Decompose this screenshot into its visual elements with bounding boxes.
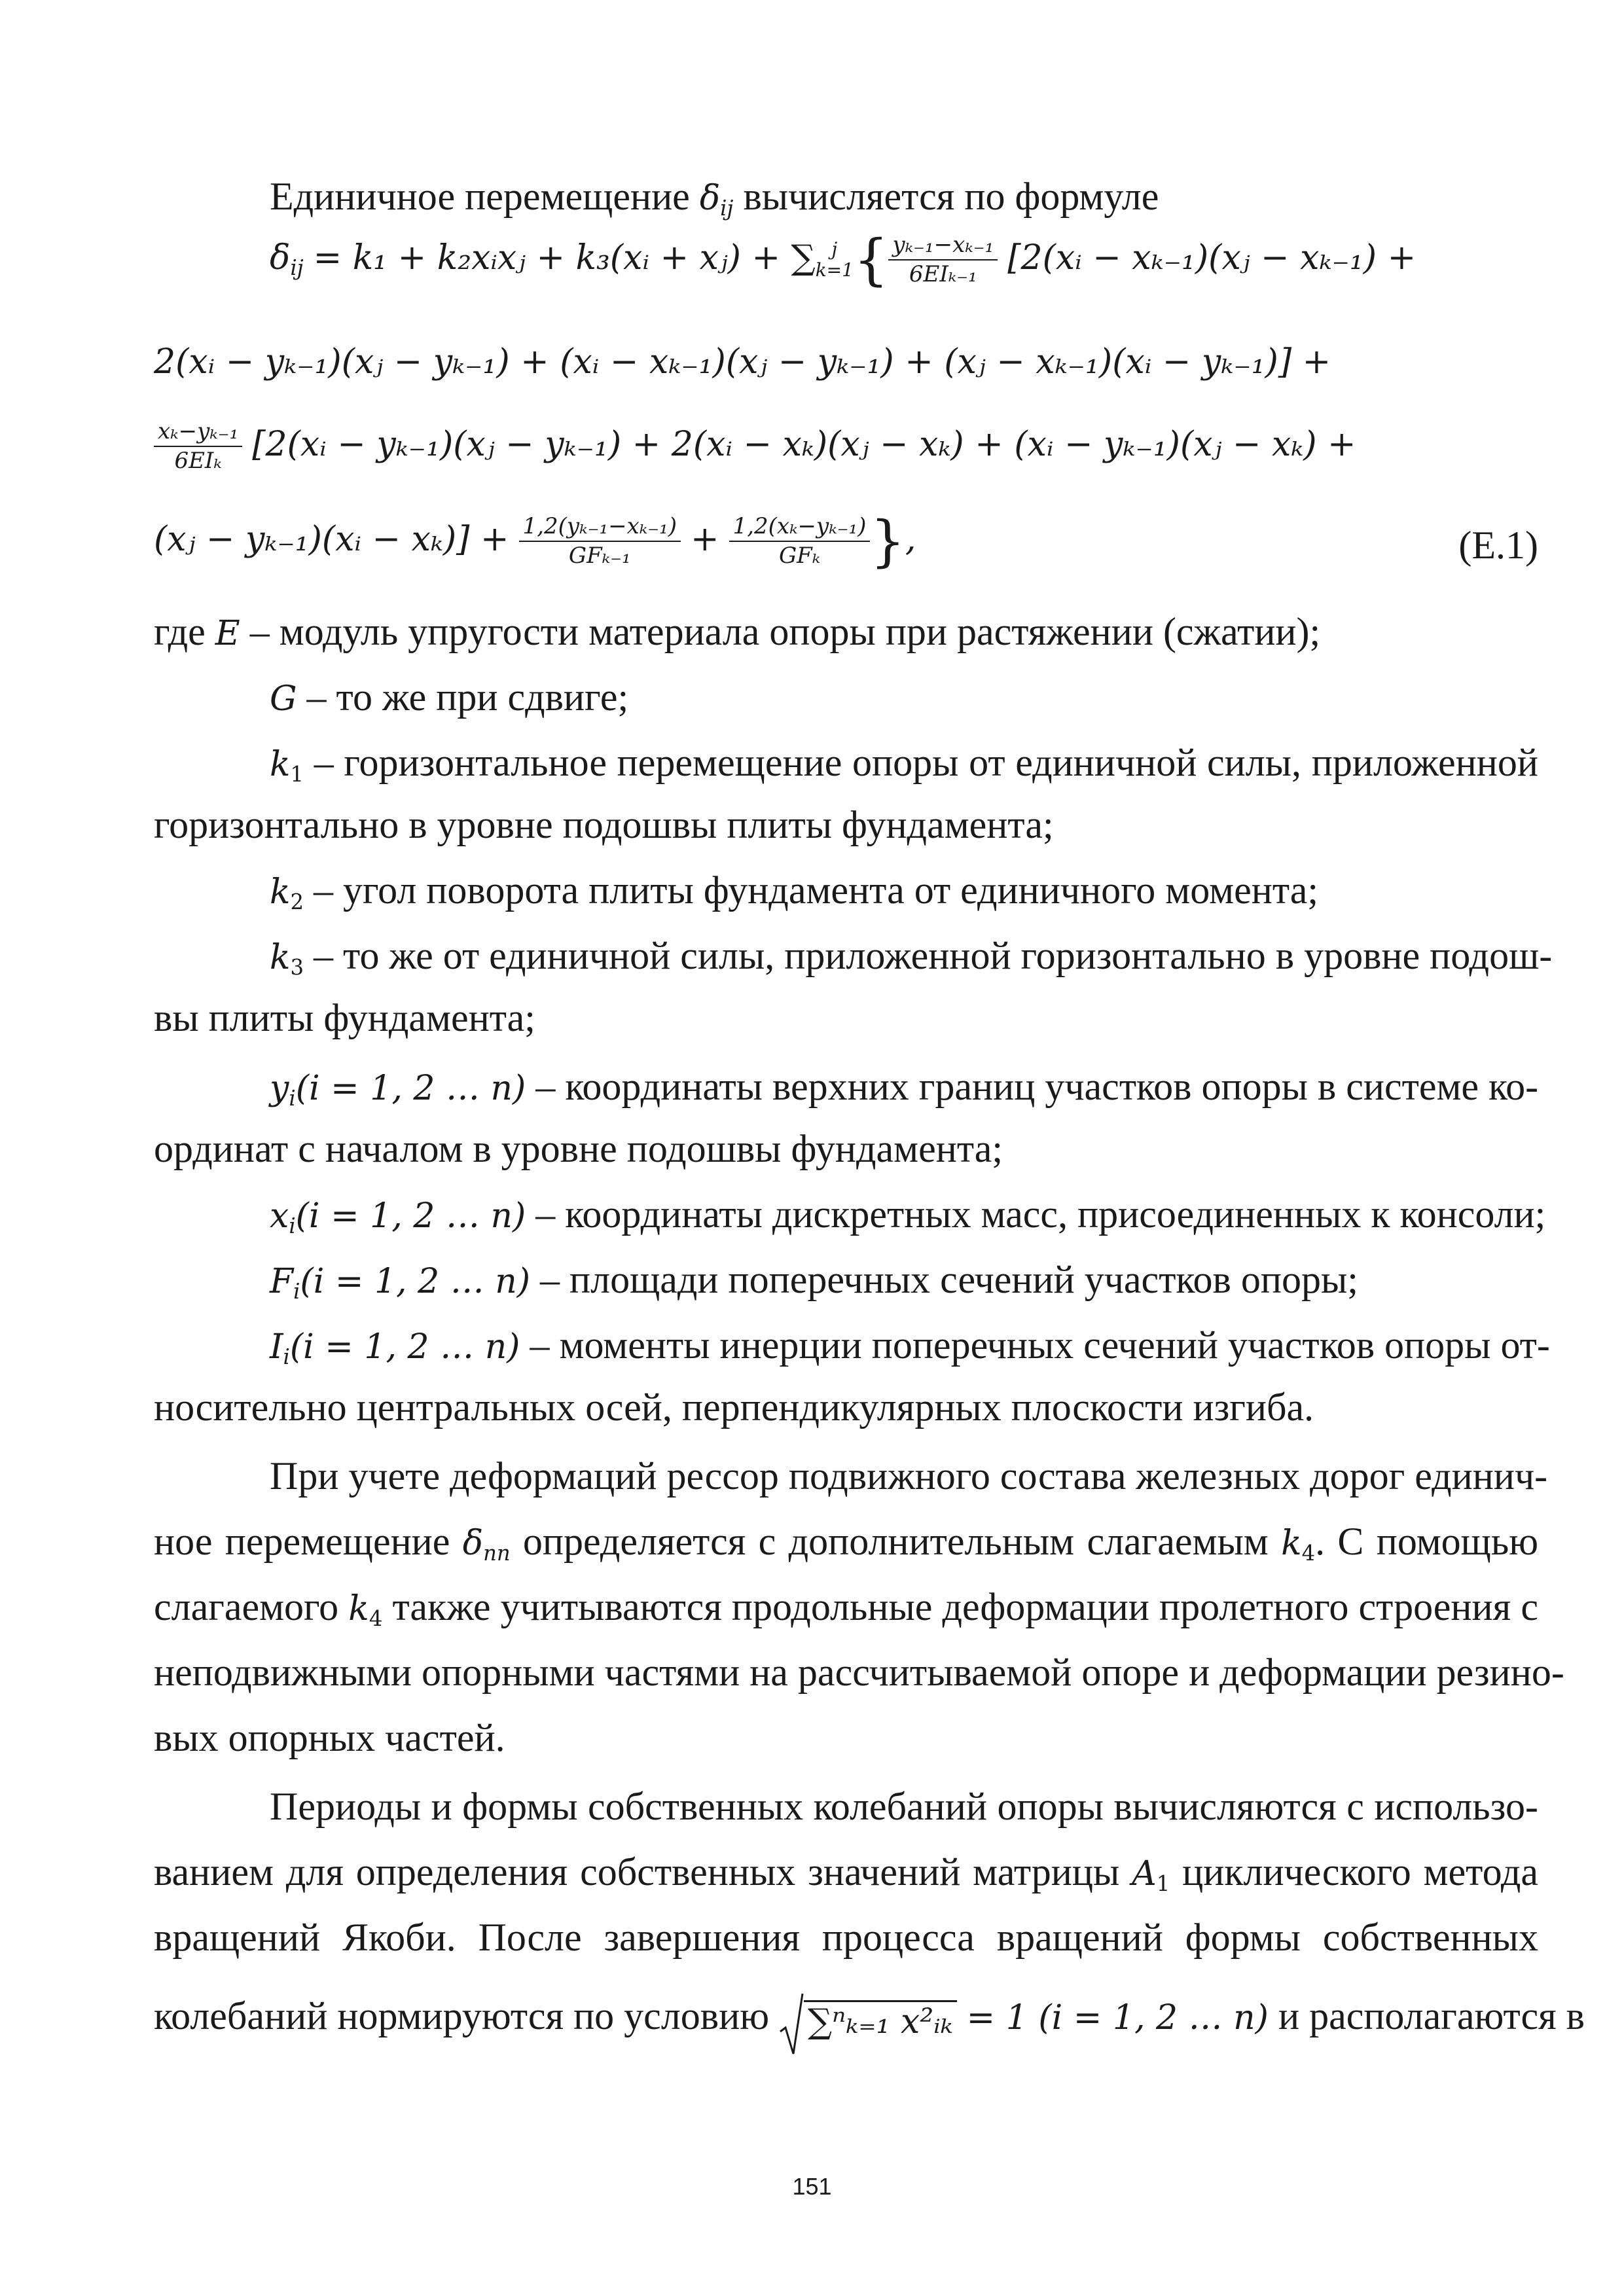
right-brace: } xyxy=(870,509,905,573)
formula-part: [2(xᵢ − yₖ₋₁)(xⱼ − yₖ₋₁) + 2(xᵢ − xₖ)(xⱼ − xₖ) + (xᵢ − yₖ₋₁)(xⱼ − xₖ) + xyxy=(252,424,1356,464)
formula-line-2 xyxy=(154,340,1538,380)
formula-part: [2(xᵢ − xₖ₋₁)(xⱼ − xₖ₋₁) + xyxy=(1007,238,1416,278)
para3-line3: вращений Якоби. После завершения процесса вращений формы собственных xyxy=(154,1916,1538,1959)
page-number: 151 xyxy=(792,2173,832,2200)
formula-part: 2(xᵢ − yₖ₋₁)(xⱼ − yₖ₋₁) + (xᵢ − xₖ₋₁)(xⱼ − yₖ₋₁) + (xⱼ − xₖ₋₁)(xᵢ − yₖ₋₁)] + xyxy=(154,342,1331,382)
para3-line1: Периоды и формы собственных колебаний опоры вычисляются с использо- xyxy=(270,1785,1538,1828)
def-y-cont: ординат с началом в уровне подошвы фундамента; xyxy=(154,1127,1003,1170)
def-k3-cont: вы плиты фундамента; xyxy=(154,996,535,1039)
def-k1: $k_1$ – горизонтальное перемещение опоры от единичной силы, приложенной xyxy=(270,741,1539,787)
para2-line2: ное перемещение $\delta_{nn}$ определяется с дополнительным слагаемым $k_4$. С помощью xyxy=(154,1520,1539,1566)
def-f: $F_i(i = 1$, 2 … n) – площади поперечных сечений участков опоры; xyxy=(270,1258,1358,1304)
def-i: $I_i(i = 1$, 2 … n) – моменты инерции поперечных сечений участков опоры от- xyxy=(270,1323,1550,1370)
def-g: G – то же при сдвиге; xyxy=(270,675,629,719)
left-brace: { xyxy=(853,227,889,292)
fraction-3: $\frac{\text{1,2(yₖ₋₁−xₖ₋₁)}}{\text{GFₖ₋₁}}$ xyxy=(519,514,681,569)
formula-part: = k₁ + k₂xᵢxⱼ + k₃(xᵢ + xⱼ) + ∑ xyxy=(313,238,816,278)
para2-line1: При учете деформаций рессор подвижного состава железных дорог единич- xyxy=(270,1454,1548,1498)
intro-text-end: вычисляется по формуле xyxy=(743,175,1159,218)
def-k2: $k_2$ – угол поворота плиты фундамента от единичного момента; xyxy=(270,869,1319,915)
def-e: где E – модуль упругости материала опоры при растяжении (сжатии); xyxy=(154,610,1321,653)
radical-sign-icon xyxy=(779,1991,805,2056)
fraction-1: $\frac{\text{yₖ₋₁−xₖ₋₁}}{\text{6EIₖ₋₁}}$ xyxy=(888,232,998,287)
para3-line2: ванием для определения собственных значений матрицы $A_1$ циклического метода xyxy=(154,1850,1539,1897)
para2-line5: вых опорных частей. xyxy=(154,1716,505,1759)
square-root: ∑ⁿₖ₌₁ x²ᵢₖ xyxy=(779,2000,957,2039)
formula-part: (xⱼ − yₖ₋₁)(xᵢ − xₖ)] + xyxy=(154,519,509,559)
delta-symbol: $\delta_{ij}$ xyxy=(699,179,734,221)
fraction-2: $\frac{\text{xₖ−yₖ₋₁}}{\text{6EIₖ}}$ xyxy=(154,419,242,474)
sum-limits: j k=1 xyxy=(815,238,854,281)
para2-line3: слагаемого $k_4$ также учитываются продольные деформации пролетного строения с xyxy=(154,1585,1538,1632)
def-k1-cont: горизонтально в уровне подошвы плиты фундамента; xyxy=(154,803,1054,846)
fraction-4: $\frac{\text{1,2(xₖ−yₖ₋₁)}}{\text{GFₖ}}$ xyxy=(729,514,871,569)
def-y: $y_i(i = 1$, 2 … n) – координаты верхних границ участков опоры в системе ко- xyxy=(270,1065,1539,1111)
formula-line-1: $\delta_{ij} = k_1$ + k₂xᵢxⱼ + k₃(xᵢ + xⱼ) + ∑ j k=1 { $\frac{\text{yₖ₋₁−xₖ₋₁}}{\text{6EIₖ₋₁}}$ [2(xᵢ − xₖ₋₁)(xⱼ − xₖ₋₁) + xyxy=(270,227,1416,292)
def-k3: $k_3$ – то же от единичной силы, приложенной горизонтально в уровне подош- xyxy=(270,934,1553,980)
def-x: $x_i(i = 1$, 2 … n) – координаты дискретных масс, присоединенных к консоли; xyxy=(270,1193,1546,1239)
intro-line xyxy=(270,177,1624,219)
para2-line4: неподвижными опорными частями на рассчитываемой опоре и деформации резино- xyxy=(154,1651,1564,1694)
intro-text: Единичное перемещение xyxy=(270,175,690,218)
para3-line4: колебаний нормируются по условию ∑ⁿₖ₌₁ x²ᵢₖ = 1 (i = 1, 2 … n) и располагаются в xyxy=(154,1996,1538,2039)
formula-line-3 xyxy=(154,419,1538,474)
formula-line-4: (xⱼ − yₖ₋₁)(xᵢ − xₖ)] + $\frac{\text{1,2(yₖ₋₁−xₖ₋₁)}}{\text{GFₖ₋₁}}$ + $\frac{\text{1,2(xₖ−yₖ₋₁)}}{\text{GFₖ}}$ }, (Е.1) xyxy=(154,509,1538,573)
equation-number: (Е.1) xyxy=(1458,524,1538,567)
def-i-cont: носительно центральных осей, перпендикулярных плоскости изгиба. xyxy=(154,1386,1314,1429)
